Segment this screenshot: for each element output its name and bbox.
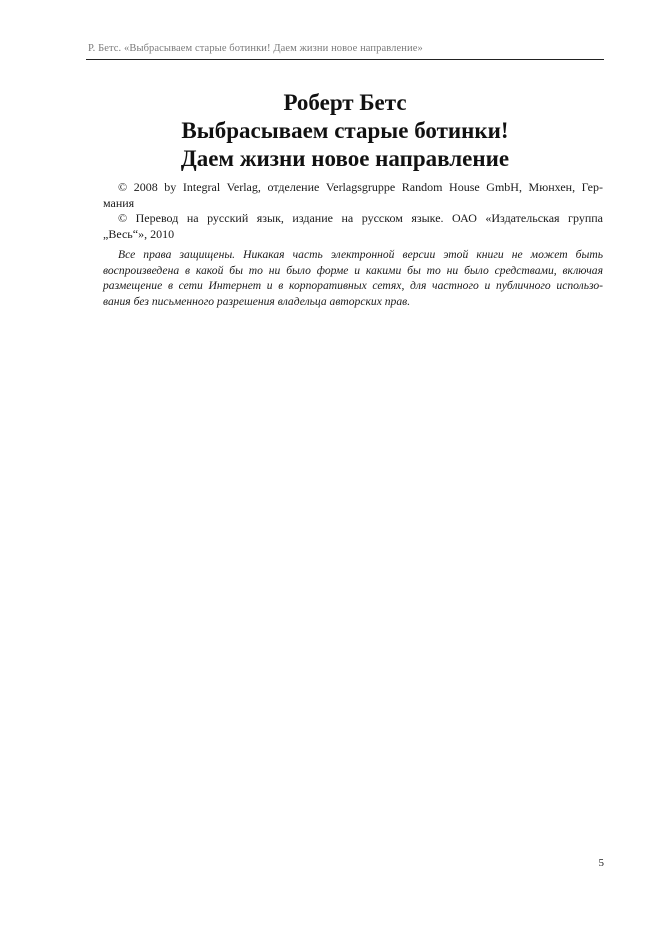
copyright-original-line-2: мания — [103, 195, 135, 210]
running-header: Р. Бетс. «Выбрасываем старые ботинки! Даем жизни новое направление» — [88, 43, 423, 54]
book-title-line-2: Даем жизни новое направление — [180, 146, 510, 171]
header-rule — [86, 59, 604, 60]
rights-line-2: воспроизведена в какой бы то ни было форме и какими бы то ни было средствами, включая — [103, 263, 603, 277]
rights-line-3: размещение в сети Интернет и в корпоративных сетях, для частного и публичного использо- — [103, 279, 603, 292]
rights-line-4: вания без письменного разрешения владельца авторских прав. — [103, 294, 411, 308]
page-number: 5 — [598, 857, 604, 869]
book-title-block — [86, 89, 604, 173]
copyright-translation-line-2: „Весь“», 2010 — [103, 226, 175, 241]
copyright-translation — [103, 211, 603, 242]
rights-line-1: Все права защищены. Никакая часть электронной версии этой книги не может быть — [118, 248, 603, 261]
copyright-original-line-1: © 2008 by Integral Verlag, отделение Verlagsgruppe Random House GmbH, Мюнхен, Гер- — [118, 180, 603, 194]
book-title-line-1: Выбрасываем старые ботинки! — [181, 118, 509, 143]
copyright-original — [103, 180, 603, 211]
copyright-translation-line-1: © Перевод на русский язык, издание на русском языке. ОАО «Издательская группа — [118, 211, 603, 225]
rights-notice — [103, 247, 603, 309]
author-name: Роберт Бетс — [283, 90, 407, 115]
